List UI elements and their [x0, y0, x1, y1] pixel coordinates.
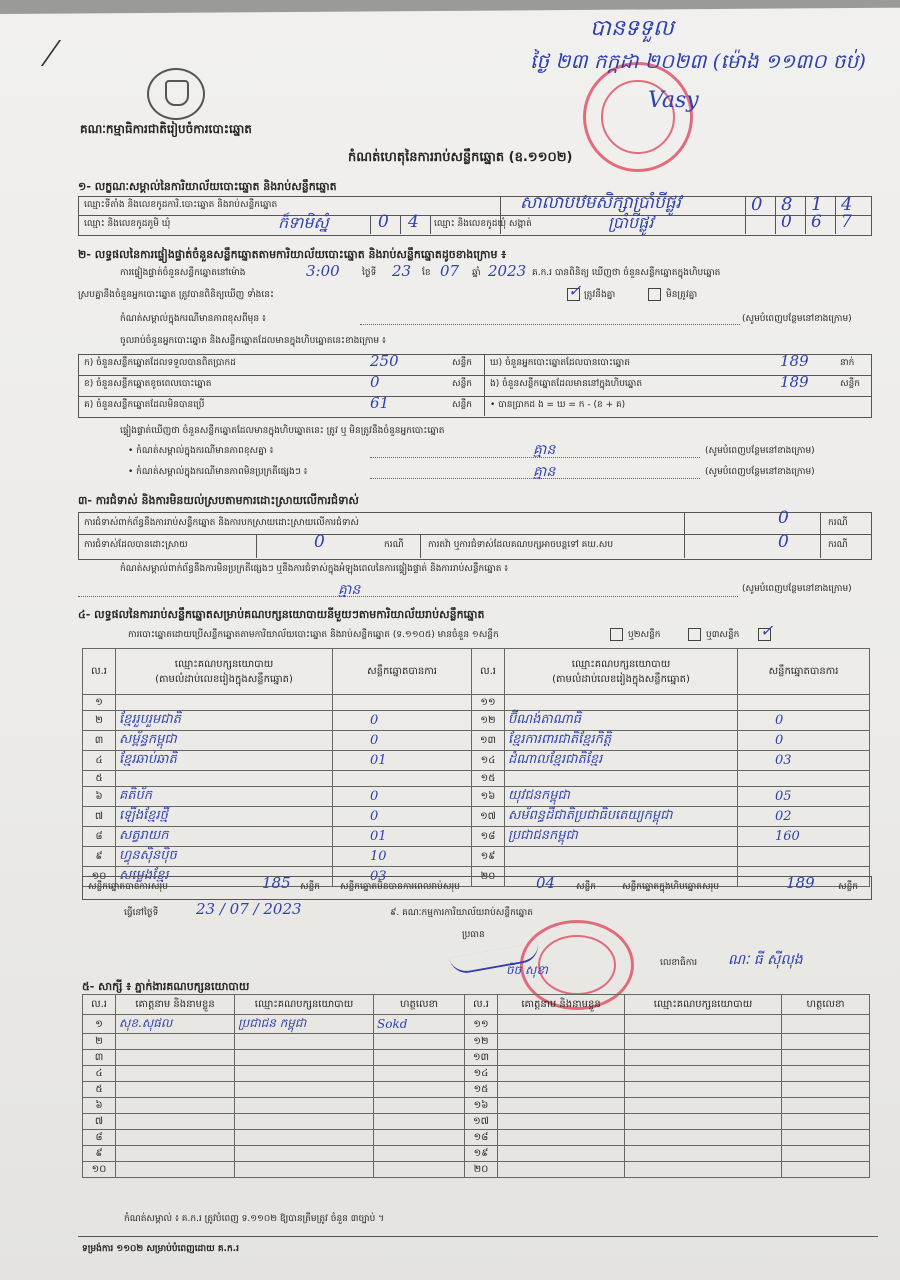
witness-party	[625, 1050, 782, 1066]
witness-col-no-right: ល.រ	[465, 995, 498, 1015]
verify-month: 07	[440, 262, 460, 280]
remark-label: កំណត់សម្គាល់ក្នុងករណីមានភាពខុសពីមុន ៖	[120, 314, 266, 324]
count-row-unit-right: នាក់	[840, 358, 855, 368]
party-votes: 05	[738, 787, 870, 807]
total-box-label: សន្លឹកឆ្នោតក្នុងហិបឆ្នោតសរុប	[622, 882, 720, 892]
party-votes	[738, 771, 870, 787]
village-name: ក៏ទាមិស្នំ	[278, 213, 329, 232]
witness-no: ៨	[83, 1130, 116, 1146]
party-votes: 160	[738, 827, 870, 847]
total-valid-unit: សន្លឹក	[300, 882, 320, 892]
section1-heading: ១- លក្ខណៈសម្គាល់នៃការិយាល័យបោះឆ្នោត និងរាប់សន្លឹកឆ្នោត	[78, 180, 337, 193]
form-footer: ទម្រង់ការ ១១០២ សម្រាប់បំពេញដោយ គ.ក.រ	[82, 1244, 239, 1254]
village-code-2: 4	[408, 212, 419, 232]
party-votes: 0	[738, 731, 870, 751]
witness-name	[116, 1098, 235, 1114]
party-votes: 03	[333, 867, 472, 887]
witness-party	[235, 1130, 374, 1146]
witness-no: ២០	[465, 1162, 498, 1178]
sign-date: 23 / 07 / 2023	[196, 900, 302, 918]
mismatch-checkbox[interactable]	[648, 288, 661, 301]
witness-signature	[782, 1050, 870, 1066]
witness-name	[498, 1098, 625, 1114]
witness-name	[116, 1146, 235, 1162]
witness-signature	[374, 1098, 465, 1114]
party-no: ១៨	[472, 827, 505, 847]
count-row-value-right: 189	[780, 352, 809, 370]
party-no: ១	[83, 695, 116, 711]
witness-signature	[374, 1114, 465, 1130]
table-row	[83, 751, 870, 771]
witness-no: ៧	[83, 1114, 116, 1130]
witness-no: ១៥	[465, 1082, 498, 1098]
witness-no: ១២	[465, 1034, 498, 1050]
village-label: ឈ្មោះ និងលេខកូដភូមិ ឃុំ	[84, 219, 171, 229]
party-name: ប៊ីណង់តាណាធិ	[505, 711, 738, 731]
table-row	[83, 1050, 870, 1066]
witness-name	[116, 1034, 235, 1050]
witness-no: ៦	[83, 1098, 116, 1114]
count-row-label: ខ) ចំនួនសន្លឹកឆ្នោតខូចពេលបោះឆ្នោត	[84, 379, 212, 389]
match-checkbox[interactable]: ✓	[568, 281, 582, 300]
verify-day: 23	[392, 262, 412, 280]
total-invalid-value: 04	[536, 874, 556, 892]
party-no: ១១	[472, 695, 505, 711]
objection-row1-value: 0	[778, 508, 789, 528]
party-no: ១០	[83, 867, 116, 887]
totals-row	[82, 876, 872, 900]
witness-party	[235, 1034, 374, 1050]
witness-name	[498, 1146, 625, 1162]
table-row	[83, 787, 870, 807]
party-name: ហ្វុនស៊ិនប៉ិច	[116, 847, 333, 867]
col-party-right: ឈ្មោះគណបក្សនយោបាយ (តាមលំដាប់លេខរៀងក្នុងសន្លឹកឆ្នោត)	[505, 649, 738, 695]
party-votes	[333, 695, 472, 711]
table-row	[83, 731, 870, 751]
witness-name: សុខ.សុផល	[116, 1015, 235, 1034]
pen-stroke	[41, 40, 81, 66]
count-row-label-right: ង) ចំនួនសន្លឹកឆ្នោតដែលមាននៅក្នុងហិបឆ្នោត	[490, 379, 643, 389]
received-date-note: ថ្ងៃ ២៣ កក្កដា ២០២៣ (ម៉ោង ១១៣០ ចប់)	[530, 49, 866, 73]
witness-party	[235, 1098, 374, 1114]
top-signature: Vasy	[648, 88, 699, 113]
witness-no: ១០	[83, 1162, 116, 1178]
match-label: ត្រូវនឹងគ្នា	[584, 290, 616, 300]
table-row	[83, 771, 870, 787]
witness-party	[235, 1082, 374, 1098]
footnote: កំណត់សម្គាល់ ៖ គ.ក.រ ត្រូវបំពេញ ទ.១១០២ ឱ្យបានត្រឹមត្រូវ ចំនួន ៣ច្បាប់ ។	[124, 1214, 385, 1224]
witness-signature	[374, 1162, 465, 1178]
party-votes: 01	[333, 751, 472, 771]
witness-party	[625, 1082, 782, 1098]
party-votes: 0	[333, 787, 472, 807]
table-row	[83, 827, 870, 847]
witness-col-party: ឈ្មោះគណបក្សនយោបាយ	[235, 995, 374, 1015]
remark-hint: (សូមបំពេញបន្ថែមនៅខាងក្រោម)	[742, 314, 852, 324]
party-name: ខ្មែរការពារជាតិខ្មែរកិត្តិ	[505, 731, 738, 751]
witness-col-sign-right: ហត្ថលេខា	[782, 995, 870, 1015]
witness-no: ១	[83, 1015, 116, 1034]
party-no: ១៣	[472, 731, 505, 751]
witness-name	[116, 1082, 235, 1098]
witness-party	[625, 1130, 782, 1146]
party-name: សម្ព័ន្ធកម្ពុជា	[116, 731, 333, 751]
party-no: ១៧	[472, 807, 505, 827]
witness-signature	[374, 1066, 465, 1082]
objection-note-value: គ្មាន	[338, 582, 361, 598]
objection-row2b-label: ការតវ៉ា ឬការជំទាស់ដែលគណបក្សអាចបន្តទៅ គឃ.សប	[428, 540, 614, 550]
date-label: ធ្វើនៅថ្ងៃទី	[124, 908, 159, 918]
ballot-count-line: ការបោះឆ្នោតដោយប្រើសន្លឹកឆ្នោតតាមការិយាល័យបោះឆ្នោត និងរាប់សន្លឹកឆ្នោត (ទ.១១០៥) មានចំនួន ១សន្លឹក	[128, 630, 499, 640]
party-name: គតិប័ក	[116, 787, 333, 807]
table-row	[83, 1114, 870, 1130]
witness-party: ប្រជាជន កម្ពុជា	[235, 1015, 374, 1034]
party-votes: 0	[333, 731, 472, 751]
witness-col-name: គោត្តនាម និងនាមខ្លួន	[116, 995, 235, 1015]
party-votes: 10	[333, 847, 472, 867]
total-invalid-unit: សន្លឹក	[576, 882, 596, 892]
witness-col-name-right: គោត្តនាម និងនាមខ្លួន	[498, 995, 625, 1015]
witness-signature	[782, 1034, 870, 1050]
witness-name	[116, 1066, 235, 1082]
village-code-1: 0	[378, 212, 389, 232]
witness-table	[82, 994, 870, 1178]
total-invalid-label: សន្លឹកឆ្នោតមិនបានការពេលរាប់សរុប	[340, 882, 460, 892]
table-row	[83, 1130, 870, 1146]
objection-note-hint: (សូមបំពេញបន្ថែមនៅខាងក្រោម)	[742, 584, 852, 594]
col-votes-right: សន្លឹកឆ្នោតបានការ	[738, 649, 870, 695]
check-line: ផ្ទៀងផ្ទាត់ឃើញថា ចំនួនសន្លឹកឆ្នោតដែលមានក្នុងហិបឆ្នោតនេះ ត្រូវ ឬ មិនត្រូវនឹងចំនួនអ្នកបោះឆ្នោត	[120, 426, 445, 436]
count-row-value-right: 189	[780, 373, 809, 391]
table-row	[83, 1034, 870, 1050]
ballot-1-checkbox[interactable]	[610, 628, 623, 641]
witness-no: ១៤	[465, 1066, 498, 1082]
ballot-2-label: ឬ២សន្លឹក	[628, 630, 661, 640]
count-row-label: ក) ចំនួនសន្លឹកឆ្នោតដែលទទួលបានពិតប្រាកដ	[84, 358, 236, 368]
ballot-3-checkbox[interactable]: ✓	[760, 621, 774, 640]
count-row-unit: សន្លឹក	[452, 400, 472, 410]
ballot-3-label: ឬ៣សន្លឹក	[706, 630, 740, 640]
party-votes: 03	[738, 751, 870, 771]
party-no: ១៩	[472, 847, 505, 867]
table-row	[83, 807, 870, 827]
party-votes	[333, 771, 472, 787]
party-no: ៤	[83, 751, 116, 771]
party-no: ២	[83, 711, 116, 731]
witness-party	[625, 1098, 782, 1114]
form-page: គណៈកម្មាធិការជាតិរៀបចំការបោះឆ្នោត បានទទួល ថ្ងៃ ២៣ កក្កដា ២០២៣ (ម៉ោង ១១៣០ ចប់) Vasy កំណត់ហេតុនៃការរាប់សន្លឹកឆ្នោត (ឧ.១១០២) ១- លក្ខណៈសម្គាល់នៃការិយាល័យបោះឆ្នោត និងរាប់សន្លឹកឆ្នោត ឈ្មោះទីតាំង និងលេខកូដការិ.បោះឆ្នោត និងរាប់សន្លឹកឆ្នោត សាលាបឋមសិក្សាប្រាំបីផ្លូវ 0 8 1 4 ឈ្មោះ និងលេខកូដភូមិ ឃុំ ក៏ទាមិស្នំ 0 4 ឈ្មោះ និងលេខកូដឃុំ សង្កាត់ ប្រាំបីផ្លូវ 0 6 7 ២- លទ្ធផលនៃការផ្ទៀងផ្ទាត់ចំនួនសន្លឹកឆ្នោតតាមការិយាល័យបោះឆ្នោត និងរាប់សន្លឹកឆ្នោតដូចខាងក្រោម ៖ ការផ្ទៀងផ្ទាត់ចំនួនសន្លឹកឆ្នោតនៅម៉ោង 3:00 ថ្ងៃទី 23 ខែ 07 ឆ្នាំ 2023 គ.ក.រ បានពិនិត្យ ឃើញថា ចំនួនសន្លឹកឆ្នោតក្នុងហិបឆ្នោត ស្របគ្នានឹងចំនួនអ្នកបោះឆ្នោត ត្រូវបានពិនិត្យឃើញ ទាំងនេះ ✓ ត្រូវនឹងគ្នា មិនត្រូវគ្នា កំណត់សម្គាល់ក្នុងករណីមានភាពខុសពីមុន ៖ (សូមបំពេញបន្ថែមនៅខាងក្រោម) ចូលរាប់ចំនួនអ្នកបោះឆ្នោត និងសន្លឹកឆ្នោតដែលមានក្នុងហិបឆ្នោតនេះខាងក្រោម ៖ ក) ចំនួនសន្លឹកឆ្នោតដែលទទួលបានពិតប្រាកដ 250 សន្លឹក ឃ) ចំនួនអ្នកបោះឆ្នោតដែលបានបោះឆ្នោត 189 នាក់ ខ) ចំនួនសន្លឹកឆ្នោតខូចពេលបោះឆ្នោត 0 សន្លឹក ង) ចំនួនសន្លឹកឆ្នោតដែលមាននៅក្នុងហិបឆ្នោត 189 សន្លឹក គ) ចំនួនសន្លឹកឆ្នោតដែលមិនបានប្រើ 61 សន្លឹក • បានប្រាកដ ង = ឃ = ក - (ខ + គ) ផ្ទៀងផ្ទាត់ឃើញថា ចំនួនសន្លឹកឆ្នោតដែលមានក្នុងហិបឆ្នោតនេះ ត្រូវ ឬ មិនត្រូវនឹងចំនួនអ្នកបោះឆ្នោត • កំណត់សម្គាល់ក្នុងករណីមានភាពខុសគ្នា ៖ គ្មាន (សូមបំពេញបន្ថែមនៅខាងក្រោម) • កំណត់សម្គាល់ក្នុងករណីមានភាពមិនប្រក្រតីផ្សេងៗ ៖ គ្មាន (សូមបំពេញបន្ថែមនៅខាងក្រោម) ៣- ការជំទាស់ និងការមិនយល់ស្របតាមការដោះស្រាយលើការជំទាស់ ការជំទាស់ពាក់ព័ន្ធនឹងការរាប់សន្លឹកឆ្នោត និងការបកស្រាយដោះស្រាយលើការជំទាស់ 0 ករណី ការជំទាស់ដែលបានដោះស្រាយ 0 ករណី ការតវ៉ា ឬការជំទាស់ដែលគណបក្សអាចបន្តទៅ គឃ.សប 0 ករណី កំណត់សម្គាល់ពាក់ព័ន្ធនឹងការមិនប្រក្រតីផ្សេងៗ ឬនឹងការជំទាស់ក្នុងអំឡុងពេលនៃការផ្ទៀងផ្ទាត់ និងការរាប់សន្លឹកឆ្នោត ៖ គ្មាន (សូមបំពេញបន្ថែមនៅខាងក្រោម) ៤- លទ្ធផលនៃការរាប់សន្លឹកឆ្នោតសម្រាប់គណបក្សនយោបាយនីមួយៗតាមការិយាល័យរាប់សន្លឹកឆ្នោត ការបោះឆ្នោតដោយប្រើសន្លឹកឆ្នោតតាមការិយាល័យបោះឆ្នោត និងរាប់សន្លឹកឆ្នោត (ទ.១១០៥) មានចំនួន ១សន្លឹក ឬ២សន្លឹក ឬ៣សន្លឹក ✓ ល.រ ឈ្មោះគណបក្សនយោបាយ (តាមលំដាប់លេខរៀងក្នុងសន្លឹកឆ្នោត) សន្លឹកឆ្នោតបានការ ល.រ ឈ្មោះគណបក្សនយោបាយ (តាមលំដាប់លេខរៀងក្នុងសន្លឹកឆ្នោត) សន្លឹកឆ្នោតបានការ ១ ១១ ២ ខ្មែររួបរួមជាតិ 0 ១២ ប៊ីណង់តាណាធិ 0 ៣ សម្ព័ន្ធកម្ពុជា 0 ១៣ ខ្មែរការពារជាតិខ្មែរកិត្តិ 0 ៤ ខ្មែរឆាប់ឆាតិ 01 ១៤ ដំណាលខ្មែរជាតិខ្មែរ 03 ៥ ១៥ ៦ គតិប័ក 0 ១៦ យុវជនកម្ពុជា 05 ៧ ឡើងខ្មែរថ្មី 0 ១៧ សម័ពន្ធដីជាតិប្រជាធិបតេយ្យកម្ពុជា 02 ៨ សត្វរាយក 01 ១៨ ប្រជាជនកម្ពុជា 160 ៩ ហ្វុនស៊ិនប៉ិច 10 ១៩ ១០ សម្លេងខ្មែរ 03 ២០ សន្លឹកឆ្នោតបានការសរុប 185 សន្លឹក សន្លឹកឆ្នោតមិនបានការពេលរាប់សរុប 04 សន្លឹក សន្លឹកឆ្នោតក្នុងហិបឆ្នោតសរុប 189 សន្លឹក ធ្វើនៅថ្ងៃទី 23 / 07 / 2023 ៩. គណៈកម្មការការិយាល័យរាប់សន្លឹកឆ្នោត ប្រធាន ចិច សុខា លេខាធិការ ណៈ ធី ស៊ីលុង ៥- សាក្សី ៖ ភ្នាក់ងារគណបក្សនយោបាយ ល.រ គោត្តនាម និងនាមខ្លួន ឈ្មោះគណបក្សនយោបាយ ហត្ថលេខា ល.រ គោត្តនាម និងនាមខ្លួន ឈ្មោះគណបក្សនយោបាយ ហត្ថលេខា ១ សុខ.សុផល ប្រជាជន កម្ពុជា Sokd ១១ ២ ១២ ៣ ១៣ ៤ ១៤ ៥ ១៥ ៦ ១៦ ៧ ១៧ ៨ ១៨ ៩ ១៩ ១០ ២០ កំណត់សម្គាល់ ៖ គ.ក.រ ត្រូវបំពេញ ទ.១១០២ ឱ្យបានត្រឹមត្រូវ ចំនួន ៣ច្បាប់ ។ ទម្រង់ការ ១១០២ សម្រាប់បំពេញដោយ គ.ក.រ	[0, 0, 900, 1280]
witness-no: ៤	[83, 1066, 116, 1082]
witness-signature	[374, 1130, 465, 1146]
commune-code-2: 6	[811, 212, 822, 232]
section5-heading: ៥- សាក្សី ៖ ភ្នាក់ងារគណបក្សនយោបាយ	[82, 980, 250, 993]
party-name	[116, 695, 333, 711]
party-no: ៧	[83, 807, 116, 827]
witness-no: ៥	[83, 1082, 116, 1098]
witness-no: ១៣	[465, 1050, 498, 1066]
commune-code-1: 0	[781, 212, 792, 232]
witness-party	[235, 1162, 374, 1178]
table-row	[83, 1082, 870, 1098]
witness-name	[498, 1082, 625, 1098]
witness-name	[498, 1130, 625, 1146]
party-name: ឡើងខ្មែរថ្មី	[116, 807, 333, 827]
col-votes: សន្លឹកឆ្នោតបានការ	[333, 649, 472, 695]
witness-name	[498, 1015, 625, 1034]
irregular-note-label: • កំណត់សម្គាល់ក្នុងករណីមានភាពមិនប្រក្រតីផ្សេងៗ ៖	[128, 467, 308, 477]
irregular-note-hint: (សូមបំពេញបន្ថែមនៅខាងក្រោម)	[705, 467, 815, 477]
witness-signature	[782, 1066, 870, 1082]
school-name: សាលាបឋមសិក្សាប្រាំបីផ្លូវ	[520, 193, 681, 213]
count-row-value: 0	[370, 373, 380, 391]
committee-name: គណៈកម្មាធិការជាតិរៀបចំការបោះឆ្នោត	[80, 122, 252, 136]
party-name	[505, 771, 738, 787]
sign-committee: ៩. គណៈកម្មការការិយាល័យរាប់សន្លឹកឆ្នោត	[390, 908, 533, 918]
witness-col-party-right: ឈ្មោះគណបក្សនយោបាយ	[625, 995, 782, 1015]
witness-name	[116, 1130, 235, 1146]
party-no: ៩	[83, 847, 116, 867]
objection-row1-label: ការជំទាស់ពាក់ព័ន្ធនឹងការរាប់សន្លឹកឆ្នោត និងការបកស្រាយដោះស្រាយលើការជំទាស់	[84, 518, 359, 528]
party-votes: 01	[333, 827, 472, 847]
verify-year: 2023	[488, 262, 527, 280]
witness-no: ២	[83, 1034, 116, 1050]
witness-no: ១១	[465, 1015, 498, 1034]
received-note: បានទទួល	[590, 16, 674, 41]
party-no: ៥	[83, 771, 116, 787]
form-title: កំណត់ហេតុនៃការរាប់សន្លឹកឆ្នោត (ឧ.១១០២)	[348, 150, 573, 165]
party-name: ប្រជាជនកម្ពុជា	[505, 827, 738, 847]
col-party: ឈ្មោះគណបក្សនយោបាយ (តាមលំដាប់លេខរៀងក្នុងសន្លឹកឆ្នោត)	[116, 649, 333, 695]
witness-party	[625, 1146, 782, 1162]
witness-col-no: ល.រ	[83, 995, 116, 1015]
count-row-value: 61	[370, 394, 390, 412]
count-row-unit-right: សន្លឹក	[840, 379, 860, 389]
witness-signature	[782, 1146, 870, 1162]
witness-signature	[782, 1098, 870, 1114]
objection-unit3: ករណី	[828, 540, 848, 550]
commune-label: ឈ្មោះ និងលេខកូដឃុំ សង្កាត់	[434, 219, 532, 229]
emblem-icon	[147, 68, 205, 120]
section4-heading: ៤- លទ្ធផលនៃការរាប់សន្លឹកឆ្នោតសម្រាប់គណបក្សនយោបាយនីមួយៗតាមការិយាល័យរាប់សន្លឹកឆ្នោត	[78, 608, 485, 621]
table-row	[83, 711, 870, 731]
table-row	[83, 1162, 870, 1178]
irregular-note-value: គ្មាន	[533, 464, 556, 480]
witness-no: ៣	[83, 1050, 116, 1066]
ballot-2-checkbox[interactable]	[688, 628, 701, 641]
party-name	[505, 847, 738, 867]
witness-party	[625, 1034, 782, 1050]
diff-note-value: គ្មាន	[533, 442, 556, 458]
objection-row2-label: ការជំទាស់ដែលបានដោះស្រាយ	[84, 540, 188, 550]
party-votes	[738, 695, 870, 711]
section3-heading: ៣- ការជំទាស់ និងការមិនយល់ស្របតាមការដោះស្រាយលើការជំទាស់	[78, 494, 359, 507]
witness-no: ១៩	[465, 1146, 498, 1162]
diff-note-label: • កំណត់សម្គាល់ក្នុងករណីមានភាពខុសគ្នា ៖	[128, 446, 274, 456]
witness-signature	[374, 1034, 465, 1050]
party-name: ដំណាលខ្មែរជាតិខ្មែរ	[505, 751, 738, 771]
party-name: យុវជនកម្ពុជា	[505, 787, 738, 807]
party-votes: 02	[738, 807, 870, 827]
seal-stamp-top	[583, 62, 693, 172]
objection-note: កំណត់សម្គាល់ពាក់ព័ន្ធនឹងការមិនប្រក្រតីផ្សេងៗ ឬនឹងការជំទាស់ក្នុងអំឡុងពេលនៃការផ្ទៀងផ្ទាត់ និងការរាប់សន្លឹកឆ្នោត ៖	[120, 564, 509, 574]
table-row	[83, 1098, 870, 1114]
verify-line2: ស្របគ្នានឹងចំនួនអ្នកបោះឆ្នោត ត្រូវបានពិនិត្យឃើញ ទាំងនេះ	[78, 290, 274, 300]
party-votes: 0	[738, 711, 870, 731]
witness-signature	[374, 1082, 465, 1098]
count-intro: ចូលរាប់ចំនួនអ្នកបោះឆ្នោត និងសន្លឹកឆ្នោតដែលមានក្នុងហិបឆ្នោតនេះខាងក្រោម ៖	[120, 336, 386, 346]
total-valid-label: សន្លឹកឆ្នោតបានការសរុប	[88, 882, 168, 892]
secretary-label: លេខាធិការ	[660, 958, 698, 968]
witness-no: ៩	[83, 1146, 116, 1162]
witness-signature	[782, 1130, 870, 1146]
party-results-table	[82, 648, 870, 887]
table-row	[83, 1066, 870, 1082]
witness-party	[625, 1114, 782, 1130]
witness-signature	[782, 1114, 870, 1130]
count-row-unit: សន្លឹក	[452, 379, 472, 389]
party-no: ១៥	[472, 771, 505, 787]
table-row	[83, 695, 870, 711]
party-no: ៨	[83, 827, 116, 847]
party-name: សម្លេងខ្មែរ	[116, 867, 333, 887]
month-label: ខែ	[422, 268, 431, 278]
chair-label: ប្រធាន	[462, 930, 485, 940]
col-no-right: ល.រ	[472, 649, 505, 695]
party-no: ៣	[83, 731, 116, 751]
chair-name: ចិច សុខា	[506, 963, 548, 977]
party-votes	[738, 847, 870, 867]
objection-row2b-value: 0	[778, 532, 789, 552]
party-no: ១២	[472, 711, 505, 731]
section2-heading: ២- លទ្ធផលនៃការផ្ទៀងផ្ទាត់ចំនួនសន្លឹកឆ្នោតតាមការិយាល័យបោះឆ្នោត និងរាប់សន្លឹកឆ្នោតដូចខាងក្រោម ៖	[78, 248, 507, 261]
verify-time: 3:00	[306, 262, 340, 280]
verify-intro: ការផ្ទៀងផ្ទាត់ចំនួនសន្លឹកឆ្នោតនៅម៉ោង	[120, 268, 246, 278]
witness-name	[116, 1162, 235, 1178]
table-row	[83, 1146, 870, 1162]
party-no: ២០	[472, 867, 505, 887]
total-valid-value: 185	[262, 874, 291, 892]
count-row-value: 250	[370, 352, 399, 370]
table-row	[83, 847, 870, 867]
commune-code-3: 7	[841, 212, 852, 232]
witness-name	[116, 1114, 235, 1130]
party-name	[116, 771, 333, 787]
objection-unit1: ករណី	[828, 518, 848, 528]
witness-no: ១៨	[465, 1130, 498, 1146]
witness-name	[498, 1050, 625, 1066]
witness-name	[498, 1066, 625, 1082]
witness-name	[498, 1114, 625, 1130]
party-name: សត្វរាយក	[116, 827, 333, 847]
objection-unit2: ករណី	[384, 540, 404, 550]
commune-name: ប្រាំបីផ្លូវ	[608, 213, 654, 232]
witness-signature: Sokd	[374, 1015, 465, 1034]
total-box-unit: សន្លឹក	[838, 882, 858, 892]
witness-col-sign: ហត្ថលេខា	[374, 995, 465, 1015]
witness-no: ១៧	[465, 1114, 498, 1130]
witness-signature	[782, 1082, 870, 1098]
witness-name	[498, 1162, 625, 1178]
mismatch-label: មិនត្រូវគ្នា	[666, 290, 698, 300]
witness-signature	[782, 1015, 870, 1034]
objection-row2-value: 0	[314, 532, 325, 552]
col-no: ល.រ	[83, 649, 116, 695]
witness-party	[625, 1015, 782, 1034]
witness-signature	[374, 1146, 465, 1162]
year-label: ឆ្នាំ	[472, 268, 481, 278]
party-no: ៦	[83, 787, 116, 807]
witness-signature	[374, 1050, 465, 1066]
diff-note-hint: (សូមបំពេញបន្ថែមនៅខាងក្រោម)	[705, 446, 815, 456]
witness-name	[116, 1050, 235, 1066]
party-name: ខ្មែររួបរួមជាតិ	[116, 711, 333, 731]
party-name: ខ្មែរឆាប់ឆាតិ	[116, 751, 333, 771]
witness-party	[235, 1146, 374, 1162]
witness-party	[235, 1114, 374, 1130]
witness-party	[625, 1066, 782, 1082]
witness-party	[625, 1162, 782, 1178]
verify-intro-rest: គ.ក.រ បានពិនិត្យ ឃើញថា ចំនួនសន្លឹកឆ្នោតក្នុងហិបឆ្នោត	[532, 268, 721, 278]
party-votes: 0	[333, 711, 472, 731]
party-votes: 0	[333, 807, 472, 827]
party-name	[505, 695, 738, 711]
party-no: ១៤	[472, 751, 505, 771]
witness-party	[235, 1050, 374, 1066]
witness-no: ១៦	[465, 1098, 498, 1114]
secretary-name: ណៈ ធី ស៊ីលុង	[728, 952, 803, 968]
day-label: ថ្ងៃទី	[362, 268, 377, 278]
table-row	[83, 1015, 870, 1034]
count-row-label-right: ឃ) ចំនួនអ្នកបោះឆ្នោតដែលបានបោះឆ្នោត	[490, 358, 630, 368]
witness-signature	[782, 1162, 870, 1178]
school-label: ឈ្មោះទីតាំង និងលេខកូដការិ.បោះឆ្នោត និងរាប់សន្លឹកឆ្នោត	[84, 200, 278, 210]
witness-name	[498, 1034, 625, 1050]
party-no: ១៦	[472, 787, 505, 807]
count-row-label: គ) ចំនួនសន្លឹកឆ្នោតដែលមិនបានប្រើ	[84, 400, 205, 410]
total-box-value: 189	[786, 874, 815, 892]
count-row-label-right: • បានប្រាកដ ង = ឃ = ក - (ខ + គ)	[490, 400, 626, 410]
party-name: សម័ពន្ធដីជាតិប្រជាធិបតេយ្យកម្ពុជា	[505, 807, 738, 827]
count-row-unit: សន្លឹក	[452, 358, 472, 368]
witness-party	[235, 1066, 374, 1082]
